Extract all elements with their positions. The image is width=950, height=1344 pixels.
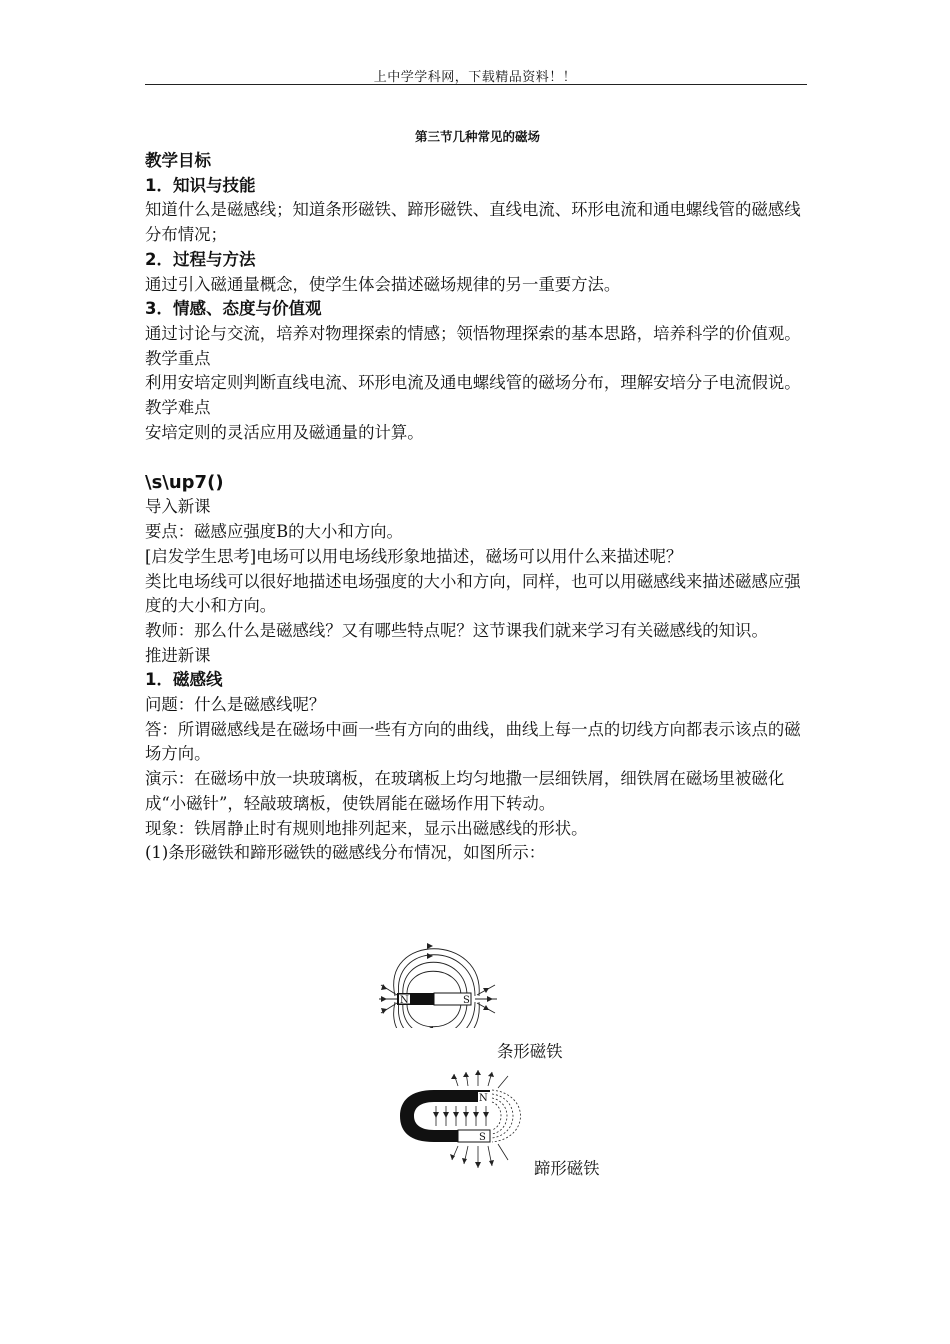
key-heading: 教学重点: [145, 348, 211, 368]
answer-text: 答：所谓磁感线是在磁场中画一些有方向的曲线，曲线上每一点的切线方向都表示该点的磁场方向。: [145, 719, 801, 764]
field-code: \s\up7(): [145, 472, 224, 494]
objectives-heading: 教学目标: [145, 151, 211, 170]
page-header: 上中学学科网，下载精品资料！！: [373, 70, 577, 85]
horseshoe-magnet-figure: [398, 1068, 530, 1171]
process-text: 通过引入磁通量概念，使学生体会描述磁场规律的另一重要方法。: [145, 274, 621, 294]
knowledge-text: 知道什么是磁感线；知道条形磁铁、蹄形磁铁、直线电流、环形电流和通电螺线管的磁感线分布情况；: [145, 200, 801, 245]
bar-pole-s: S: [463, 995, 470, 1006]
analogy-text: 类比电场线可以很好地描述电场强度的大小和方向，同样，也可以用磁感线来描述磁感应强度的大小和方向。: [145, 571, 801, 616]
horseshoe-magnet-caption: 蹄形磁铁: [534, 1159, 600, 1178]
phenomenon-text: 现象：铁屑静止时有规则地排列起来，显示出磁感线的形状。: [145, 818, 588, 838]
knowledge-heading: 1．知识与技能: [145, 175, 256, 195]
key-text: 利用安培定则判断直线电流、环形电流及通电螺线管的磁场分布，理解安培分子电流假说。: [145, 373, 801, 393]
prompt-text: [启发学生思考]电场可以用电场线形象地描述，磁场可以用什么来描述呢？: [145, 546, 683, 566]
emotion-heading: 3．情感、态度与价值观: [145, 299, 322, 319]
bar-magnet-caption: 条形磁铁: [497, 1042, 563, 1061]
new-lesson-heading: 推进新课: [145, 645, 211, 665]
teacher-text: 教师：那么什么是磁感线？又有哪些特点呢？这节课我们就来学习有关磁感线的知识。: [145, 620, 768, 640]
bar-magnet-figure: [375, 943, 500, 1028]
document-body: [145, 125, 810, 866]
horseshoe-pole-s: S: [479, 1132, 486, 1143]
document-title: 第三节几种常见的磁场: [414, 129, 540, 144]
bar-pole-n: N: [400, 995, 409, 1006]
difficulty-heading: 教学难点: [145, 398, 211, 418]
question-text: 问题：什么是磁感线呢？: [145, 695, 326, 715]
emotion-text: 通过讨论与交流，培养对物理探索的情感；领悟物理探索的基本思路，培养科学的价值观。: [145, 323, 801, 343]
demo-text: 演示：在磁场中放一块玻璃板，在玻璃板上均匀地撒一层细铁屑，细铁屑在磁场里被磁化成“小磁针”，轻敲玻璃板，使铁屑能在磁场作用下转动。: [145, 769, 785, 813]
item1-text: (1)条形磁铁和蹄形磁铁的磁感线分布情况，如图所示：: [145, 843, 546, 863]
intro-heading: 导入新课: [145, 497, 211, 517]
process-heading: 2．过程与方法: [145, 249, 256, 269]
horseshoe-pole-n: N: [479, 1093, 488, 1104]
header-rule: [145, 84, 807, 85]
section1-heading: 1．磁感线: [145, 670, 223, 690]
blank-line: [145, 445, 810, 470]
difficulty-text: 安培定则的灵活应用及磁通量的计算。: [145, 422, 424, 442]
key-point: 要点：磁感应强度B的大小和方向。: [145, 522, 403, 542]
